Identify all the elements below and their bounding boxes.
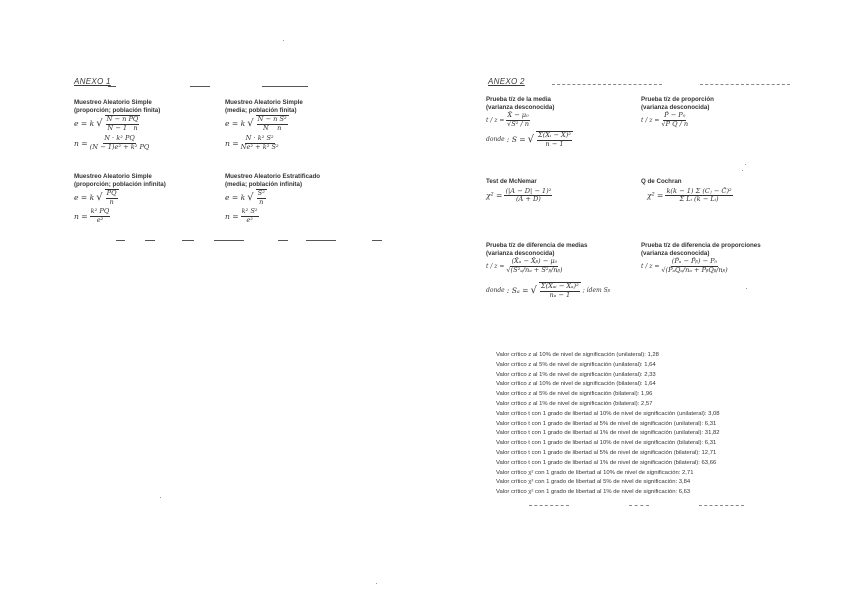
critical-value-item: Valor crítico z al 10% de nivel de significación (bilateral): 1,64	[496, 381, 656, 388]
title-rule	[552, 84, 662, 85]
left-page-title: ANEXO 1	[74, 77, 111, 86]
bottom-rule	[372, 240, 382, 241]
critical-value-item: Valor crítico z al 1% de nivel de significación (unilateral): 2,33	[496, 371, 656, 378]
block-subtitle: (varianza desconocida)	[641, 249, 710, 257]
block-title: Test de McNemar	[486, 178, 537, 185]
block-title: Prueba t/z de diferencia de proporciones	[641, 242, 761, 249]
critical-value-item: Valor crítico z al 5% de nivel de significación (bilateral): 1,96	[496, 391, 653, 398]
formula-t: t / z = $\frac{\text{X̄ − μ₀}}{\text{√S² / n}}$	[486, 111, 530, 128]
block-title: Q de Cochran	[641, 178, 682, 185]
critical-value-item: Valor crítico t con 1 grado de libertad al 5% de nivel de significación (unilateral): 6,31	[496, 420, 717, 427]
formula-block-mas-proporcion-infinita	[74, 173, 249, 224]
scan-speck	[376, 583, 377, 584]
block-subtitle: (proporción; población finita)	[74, 106, 161, 114]
scan-speck	[160, 497, 161, 498]
bottom-rule	[182, 240, 194, 241]
block-subtitle: (varianza desconocida)	[486, 249, 555, 257]
title-rule	[262, 86, 308, 87]
bottom-rule	[116, 240, 125, 241]
critical-value-item: Valor crítico χ² con 1 grado de libertad al 5% de nivel de significación: 3,84	[496, 479, 691, 486]
scan-speck	[745, 164, 746, 165]
critical-value-item: Valor crítico t con 1 grado de libertad al 10% de nivel de significación (bilateral): 6,31	[496, 440, 717, 447]
scan-speck	[742, 170, 743, 171]
formula-block-tz-proporcion	[641, 96, 816, 128]
bottom-rule	[145, 240, 155, 241]
bottom-rule	[214, 240, 244, 241]
critical-value-item: Valor crítico t con 1 grado de libertad al 1% de nivel de significación (unilateral): 31,82	[496, 430, 720, 437]
formula-n: n = $\frac{\text{k² S²}}{\text{e²}}$	[225, 207, 258, 224]
scan-speck	[283, 40, 284, 41]
block-title: Prueba t/z de proporción	[641, 96, 714, 103]
bottom-rule	[529, 505, 569, 506]
formula-block-mae-media-infinita	[225, 173, 400, 224]
block-title: Muestreo Aleatorio Estratificado	[225, 173, 321, 180]
right-page	[424, 0, 848, 615]
formula-t: t / z = $\frac{\text{(X̄ₐ − X̄ᵦ) − μ₀}}{\text{√(S²ₐ/nₐ + S²ᵦ/nᵦ)}}$	[486, 257, 563, 274]
block-title: Prueba t/z de diferencia de medias	[486, 242, 588, 249]
bottom-rule	[306, 240, 336, 241]
bottom-rule	[699, 505, 744, 506]
formula-e: e = k √ $\frac{\text{N − n S²}}{\text{N n}}$	[225, 115, 287, 132]
formula-block-diferencia-proporciones	[641, 242, 826, 274]
formula-block-diferencia-medias	[486, 242, 661, 299]
formula-q: χ² = $\frac{\text{k(k − 1) Σ (Cⱼ − C̄)²}}{\text{Σ Lᵢ (k − Lᵢ)}}$	[647, 186, 732, 204]
block-subtitle: (proporción; población infinita)	[74, 180, 166, 188]
formula-block-mas-proporcion-finita	[74, 99, 249, 151]
critical-value-item: Valor crítico χ² con 1 grado de libertad al 10% de nivel de significación: 2,71	[496, 469, 694, 476]
critical-value-item: Valor crítico t con 1 grado de libertad al 10% de nivel de significación (unilateral): 3,08	[496, 410, 720, 417]
critical-value-item: Valor crítico t con 1 grado de libertad al 5% de nivel de significación (bilateral): 12,71	[496, 449, 717, 456]
formula-sd: donde : Sₐ = √ $\frac{\text{Σ(Xₐᵢ − X̄ₐ)²}}{\text{nₐ − 1}}$ ; ídem Sᵦ	[486, 282, 610, 299]
critical-value-item: Valor crítico t con 1 grado de libertad al 1% de nivel de significación (bilateral): 63,66	[496, 459, 717, 466]
formula-block-mcnemar	[486, 178, 661, 204]
critical-value-item: Valor crítico z al 10% de nivel de significación (unilateral): 1,28	[496, 352, 659, 358]
formula-n: n = $\frac{\text{N · k² PQ}}{\text{(N − 1)e² + k² PQ}}$	[74, 134, 150, 151]
scan-speck	[746, 288, 747, 289]
formula-e: e = k √ $\frac{\text{S²}}{n}$	[225, 189, 265, 206]
title-rule	[108, 86, 116, 87]
formula-t: t / z = $\frac{\text{P̂ − P₀}}{√P̂ Q̂ / n}$	[641, 111, 689, 128]
formula-block-mas-media-finita	[225, 99, 400, 151]
critical-values-list	[496, 351, 796, 498]
block-title: Muestreo Aleatorio Simple	[74, 173, 152, 180]
block-title: Muestreo Aleatorio Simple	[225, 99, 303, 106]
formula-n: n = $\frac{\text{N · k² S²}}{\text{Ne² + k² S²}}$	[225, 134, 279, 151]
critical-value-item: Valor crítico z al 1% de nivel de significación (bilateral): 2,57	[496, 400, 653, 407]
block-subtitle: (varianza desconocida)	[486, 103, 555, 111]
bottom-rule	[629, 505, 649, 506]
title-rule	[190, 86, 210, 87]
formula-e: e = k √ $\frac{\text{N − n PQ}}{N - 1 n}$	[74, 115, 139, 132]
critical-value-item: Valor crítico z al 5% de nivel de significación (unilateral): 1,64	[496, 361, 656, 368]
formula-block-tz-media	[486, 96, 661, 148]
formula-n: n = $\frac{\text{k² PQ}}{\text{e²}}$	[74, 207, 110, 224]
block-title: Prueba t/z de la media	[486, 96, 551, 103]
formula-chi: χ² = $\frac{\text{(|A − D| − 1)²}}{(A + D)}$	[486, 186, 552, 204]
formula-s: donde : S = √ $\frac{\text{Σ(Xᵢ − X̄)²}}{n - 1}$	[486, 131, 571, 148]
block-subtitle: (varianza desconocida)	[641, 103, 710, 111]
block-subtitle: (media; población finita)	[225, 106, 297, 114]
formula-e: e = k √ $\frac{PQ}{n}$	[74, 189, 117, 206]
critical-value-item: Valor crítico χ² con 1 grado de libertad al 1% de nivel de significación: 6,63	[496, 489, 691, 496]
block-subtitle: (media; población infinita)	[225, 180, 302, 188]
right-page-title: ANEXO 2	[488, 77, 525, 86]
formula-block-cochran	[641, 178, 816, 204]
bottom-rule	[278, 240, 288, 241]
formula-t: t / z = $\frac{\text{(P̂ₐ − P̂ᵦ) − P₀}}{\text{√(P̂ₐQ̂ₐ/nₐ + P̂ᵦQ̂ᵦ/nᵦ)}}$	[641, 257, 728, 274]
block-title: Muestreo Aleatorio Simple	[74, 99, 152, 106]
title-rule	[700, 84, 790, 85]
